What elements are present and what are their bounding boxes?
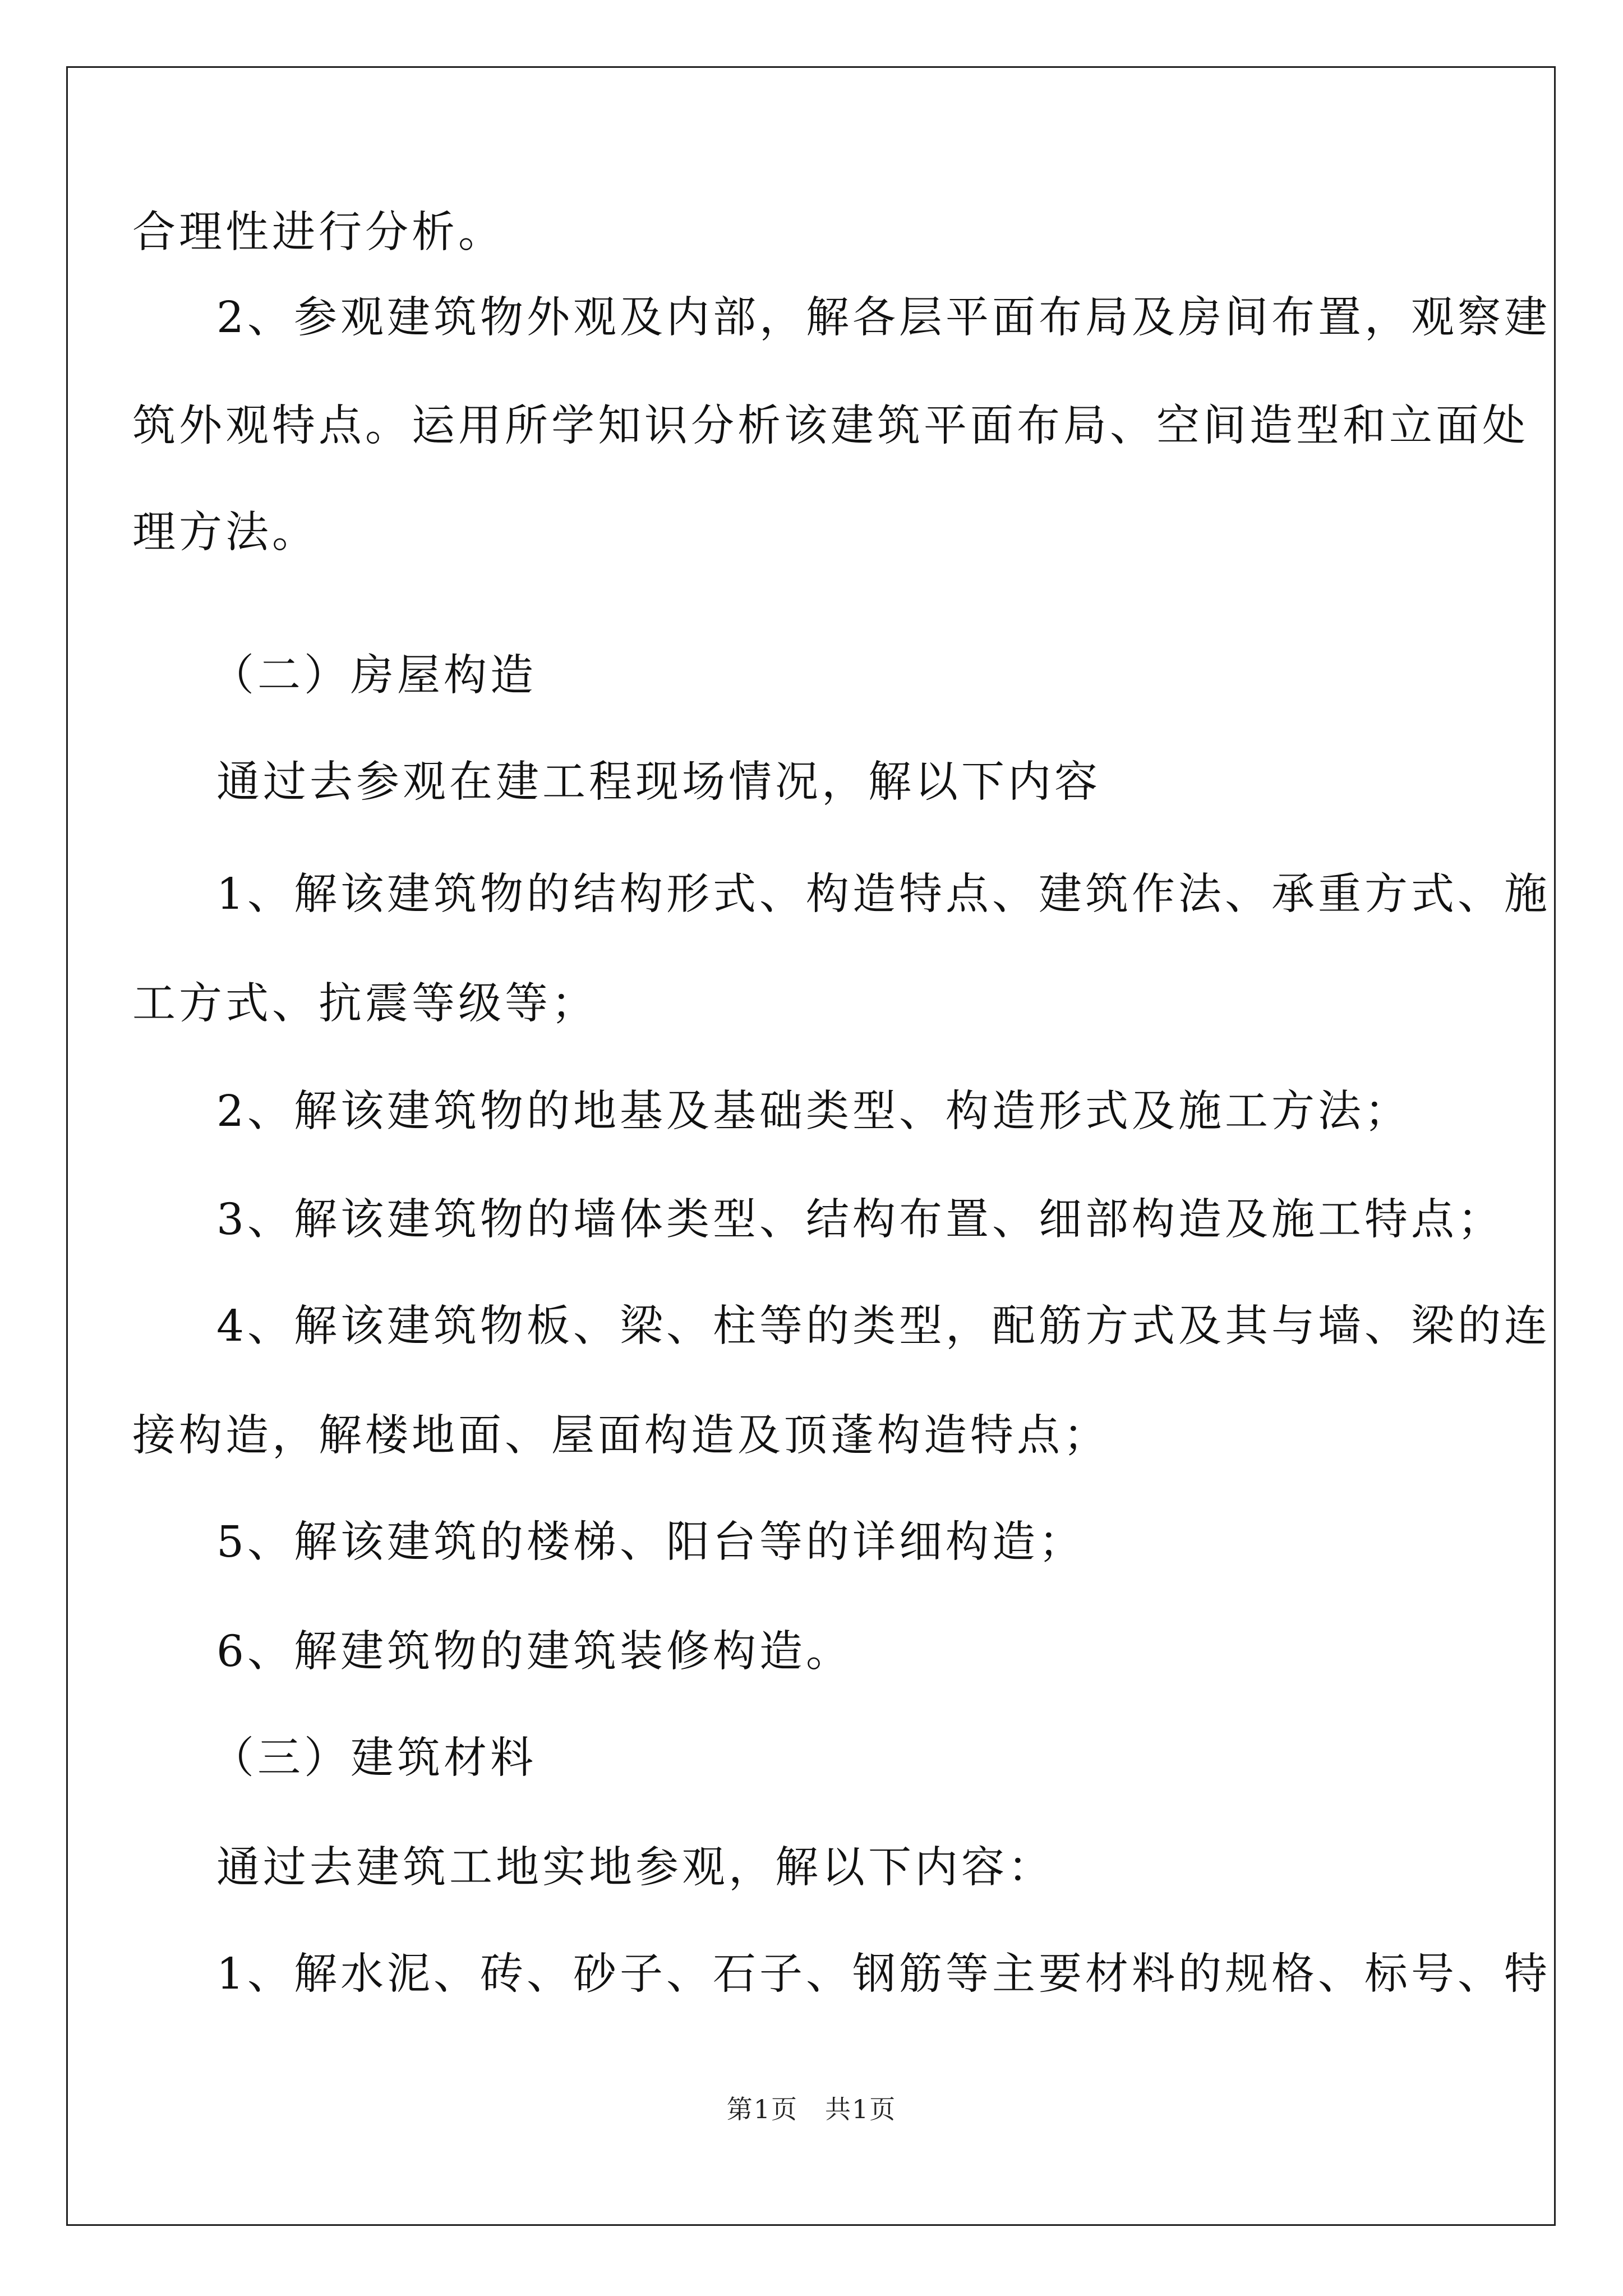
text-line: 2、解该建筑物的地基及基础类型、构造形式及施工方法； [216,1087,1411,1137]
text-line: 5、解该建筑的楼梯、阳台等的详细构造； [216,1517,1085,1567]
document-body [132,0,1551,2132]
text-line: 2、参观建筑物外观及内部，解各层平面布局及房间布置，观察建 [216,293,1551,343]
section-heading: （三）建筑材料 [211,1733,537,1783]
text-line: 工方式、抗震等级等； [132,979,598,1029]
page-number: 第1页 共1页 [726,2094,897,2124]
section-heading: （二）房屋构造 [211,651,537,701]
text-line: 筑外观特点。运用所学知识分析该建筑平面布局、空间造型和立面处 [132,401,1529,451]
text-line: 合理性进行分析。 [132,208,505,257]
text-line: 3、解该建筑物的墙体类型、结构布置、细部构造及施工特点； [216,1195,1504,1245]
text-line: 理方法。 [132,508,319,558]
text-line: 4、解该建筑物板、梁、柱等的类型，配筋方式及其与墙、梁的连 [216,1301,1551,1351]
text-line: 接构造，解楼地面、屋面构造及顶蓬构造特点； [132,1411,1110,1461]
text-line: 通过去参观在建工程现场情况，解以下内容 [216,757,1101,807]
text-line: 1、解水泥、砖、砂子、石子、钢筋等主要材料的规格、标号、特 [216,1949,1551,1999]
text-line: 通过去建筑工地实地参观，解以下内容： [216,1843,1054,1893]
text-line: 6、解建筑物的建筑装修构造。 [216,1627,852,1677]
text-line: 1、解该建筑物的结构形式、构造特点、建筑作法、承重方式、施 [216,869,1551,919]
